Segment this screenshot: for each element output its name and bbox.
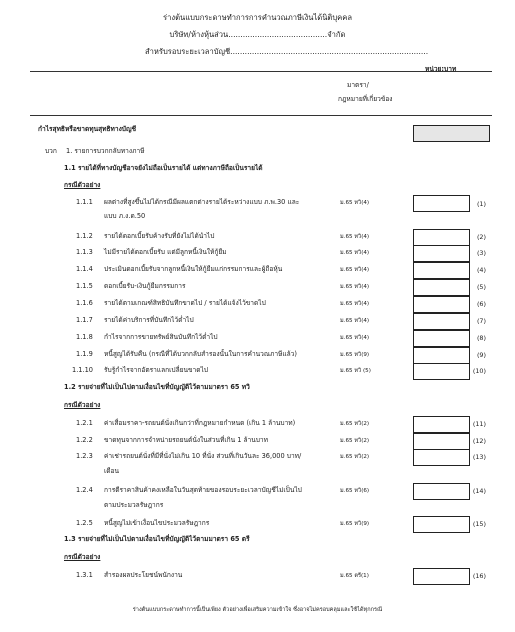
item-law: ม.65 ทวิ(2) [340, 438, 370, 444]
item-ref: (9) [476, 351, 486, 359]
item-number: 1.1.1 [76, 198, 93, 206]
law-column-header-1: มาตรา/ [347, 81, 369, 89]
item-ref: (15) [472, 520, 486, 528]
item-description: หนี้สูญได้รับคืน (กรณีที่ได้บวกกลับสำรองนั้นในการคำนวณภาษีแล้ว) [104, 350, 297, 358]
group-title: 1.2 รายจ่ายที่ไม่เป็นไปตามเงื่อนไขที่บัญญัติไว้ตามมาตรา 65 ทวิ [64, 383, 250, 391]
item-description: รับรู้กำไรจากอัตราแลกเปลี่ยนขาดไป [104, 366, 208, 374]
item-ref: (7) [476, 317, 486, 325]
item-number: 1.1.10 [72, 366, 93, 374]
item-law: ม.65 ทวิ(2) [340, 421, 370, 427]
item-description: ดอกเบี้ยรับ-เงินกู้ยืมกรรมการ [104, 282, 186, 290]
amount-input[interactable] [413, 449, 470, 466]
item-ref: (13) [472, 453, 486, 461]
item-law: ม.65 ทวิ(9) [340, 521, 370, 527]
item-ref: (14) [472, 487, 486, 495]
amount-input[interactable] [413, 279, 470, 296]
section-title: กำไรสุทธิหรือขาดทุนสุทธิทางบัญชี [38, 125, 137, 133]
item-description: ค่าเช่ารถยนต์นั่งที่มีที่นั่งไม่เกิน 10 ที่นั่ง ส่วนที่เกินวันละ 36,000 บาท/ [104, 452, 302, 460]
item-law: ม.65 ทวิ(4) [340, 200, 370, 206]
item-number: 1.2.2 [76, 436, 93, 444]
item-law: ม.65 ทวิ(4) [340, 301, 370, 307]
item-number: 1.1.3 [76, 248, 93, 256]
item-number: 1.2.3 [76, 452, 93, 460]
item-number: 1.1.6 [76, 299, 93, 307]
item-number: 1.3.1 [76, 571, 93, 579]
law-column-header-2: กฎหมายที่เกี่ยวข้อง [338, 95, 393, 103]
amount-input[interactable] [413, 195, 470, 212]
item-description-cont: แบบ ภ.ง.ด.50 [104, 212, 146, 220]
unit-label: หน่วย:บาท [425, 65, 457, 73]
amount-input[interactable] [413, 262, 470, 279]
amount-input[interactable] [413, 313, 470, 330]
item-description-cont: ตามประมวลรัษฎากร [104, 501, 164, 509]
amount-input[interactable] [413, 516, 470, 533]
item-description-cont: เดือน [104, 467, 120, 475]
item-law: ม.65 ทวิ(4) [340, 250, 370, 256]
footer-note: ร่างต้นแบบกระดาษทำการนี้เป็นเพียง ตัวอย่างเพื่อเสริมความเข้าใจ ซึ่งอาจไม่ครอบคลุมและใช้ได้ทุกกรณี [132, 607, 383, 613]
amount-input[interactable] [413, 330, 470, 347]
item-number: 1.1.8 [76, 333, 93, 341]
item-description: ประเมินดอกเบี้ยรับจากลูกหนี้เงินให้กู้ยืมแก่กรรมการและผู้ถือหุ้น [104, 265, 283, 273]
item-number: 1.1.5 [76, 282, 93, 290]
item-ref: (2) [476, 233, 486, 241]
item-ref: (10) [472, 367, 486, 375]
item-ref: (8) [476, 334, 486, 342]
item-description: การตีราคาสินค้าคงเหลือในวันสุดท้ายของรอบระยะเวลาบัญชีไม่เป็นไป [104, 486, 302, 494]
item-ref: (1) [476, 200, 486, 208]
item-number: 1.1.9 [76, 350, 93, 358]
company-line: บริษัท/ห้างหุ้นส่วน.........................................จำกัด [169, 30, 346, 39]
item-law: ม.65 ทวิ(9) [340, 352, 370, 358]
example-label: กรณีตัวอย่าง [64, 553, 101, 561]
item-law: ม.65 ตรี(1) [340, 573, 369, 579]
item-law: ม.65 ทวิ(4) [340, 267, 370, 273]
item-description: รายได้ตามเกณฑ์สิทธิบันทึกขาดไป / รายได้แจ้งไว้ขาดไป [104, 299, 266, 307]
item-description: รายได้ค่าบริการที่บันทึกไว้ต่ำไป [104, 316, 194, 324]
item-description: สำรองผลประโยชน์พนักงาน [104, 571, 183, 579]
amount-input[interactable] [413, 363, 470, 380]
header-rule-bottom [30, 115, 492, 116]
header-rule-top [30, 71, 492, 72]
item-ref: (5) [476, 283, 486, 291]
item-description: ไม่มีรายได้ดอกเบี้ยรับ แต่มีลูกหนี้เงินให้กู้ยืม [104, 248, 227, 256]
net-profit-cell[interactable] [413, 125, 490, 142]
amount-input[interactable] [413, 416, 470, 433]
group-title: 1.1 รายได้ที่ทางบัญชีอาจยังไม่ถือเป็นรายได้ แต่ทางภาษีถือเป็นรายได้ [64, 164, 263, 172]
item-law: ม.65 ทวิ(6) [340, 488, 370, 494]
amount-input[interactable] [413, 568, 470, 585]
item-law: ม.65 ทวิ(4) [340, 318, 370, 324]
item-description: ค่าเสื่อมราคา-รถยนต์นั่งเกินกว่าที่กฎหมายกำหนด (เกิน 1 ล้านบาท) [104, 419, 296, 427]
amount-input[interactable] [413, 483, 470, 500]
item-description: กำไรจากการขายทรัพย์สินบันทึกไว้ต่ำไป [104, 333, 218, 341]
item-description: รายได้ดอกเบี้ยรับค้างรับที่ยังไม่ได้นำไป [104, 232, 215, 240]
amount-input[interactable] [413, 245, 470, 262]
item-ref: (11) [472, 420, 486, 428]
amount-input[interactable] [413, 229, 470, 246]
item-law: ม.65 ทวิ(4) [340, 284, 370, 290]
group-title: 1.3 รายจ่ายที่ไม่เป็นไปตามเงื่อนไขที่บัญญัติไว้ตามมาตรา 65 ตรี [64, 535, 250, 543]
item-ref: (12) [472, 437, 486, 445]
item-ref: (3) [476, 249, 486, 257]
amount-input[interactable] [413, 433, 470, 450]
item-number: 1.2.4 [76, 486, 93, 494]
item-law: ม.65 ทวิ(4) [340, 234, 370, 240]
item-law: ม.65 ทวิ(4) [340, 335, 370, 341]
document-title: ร่างต้นแบบกระดาษทำการการคำนวณภาษีเงินได้นิติบุคคล [163, 13, 352, 22]
item-number: 1.1.4 [76, 265, 93, 273]
item-ref: (16) [472, 572, 486, 580]
add-heading-label: 1. รายการบวกกลับทางภาษี [66, 147, 145, 155]
item-law: ม.65 ทวิ (5) [340, 368, 371, 374]
item-description: ขาดทุนจากการจำหน่ายรถยนต์นั่งในส่วนที่เกิน 1 ล้านบาท [104, 436, 268, 444]
item-ref: (4) [476, 266, 486, 274]
period-line: สำหรับรอบระยะเวลาบัญชี.................................................................................. [145, 47, 429, 56]
item-law: ม.65 ทวิ(2) [340, 454, 370, 460]
item-number: 1.1.7 [76, 316, 93, 324]
example-label: กรณีตัวอย่าง [64, 401, 101, 409]
item-ref: (6) [476, 300, 486, 308]
item-description: หนี้สูญไม่เข้าเงื่อนไขประมวลรัษฎากร [104, 519, 210, 527]
item-number: 1.2.5 [76, 519, 93, 527]
amount-input[interactable] [413, 347, 470, 364]
example-label: กรณีตัวอย่าง [64, 181, 101, 189]
add-heading: บวก [45, 147, 57, 155]
amount-input[interactable] [413, 296, 470, 313]
item-description: ผลต่างที่สูงขึ้นไม่ได้กรณีมีผลแตกต่างรายได้ระหว่างแบบ ภ.พ.30 และ [104, 198, 300, 206]
item-number: 1.2.1 [76, 419, 93, 427]
item-number: 1.1.2 [76, 232, 93, 240]
